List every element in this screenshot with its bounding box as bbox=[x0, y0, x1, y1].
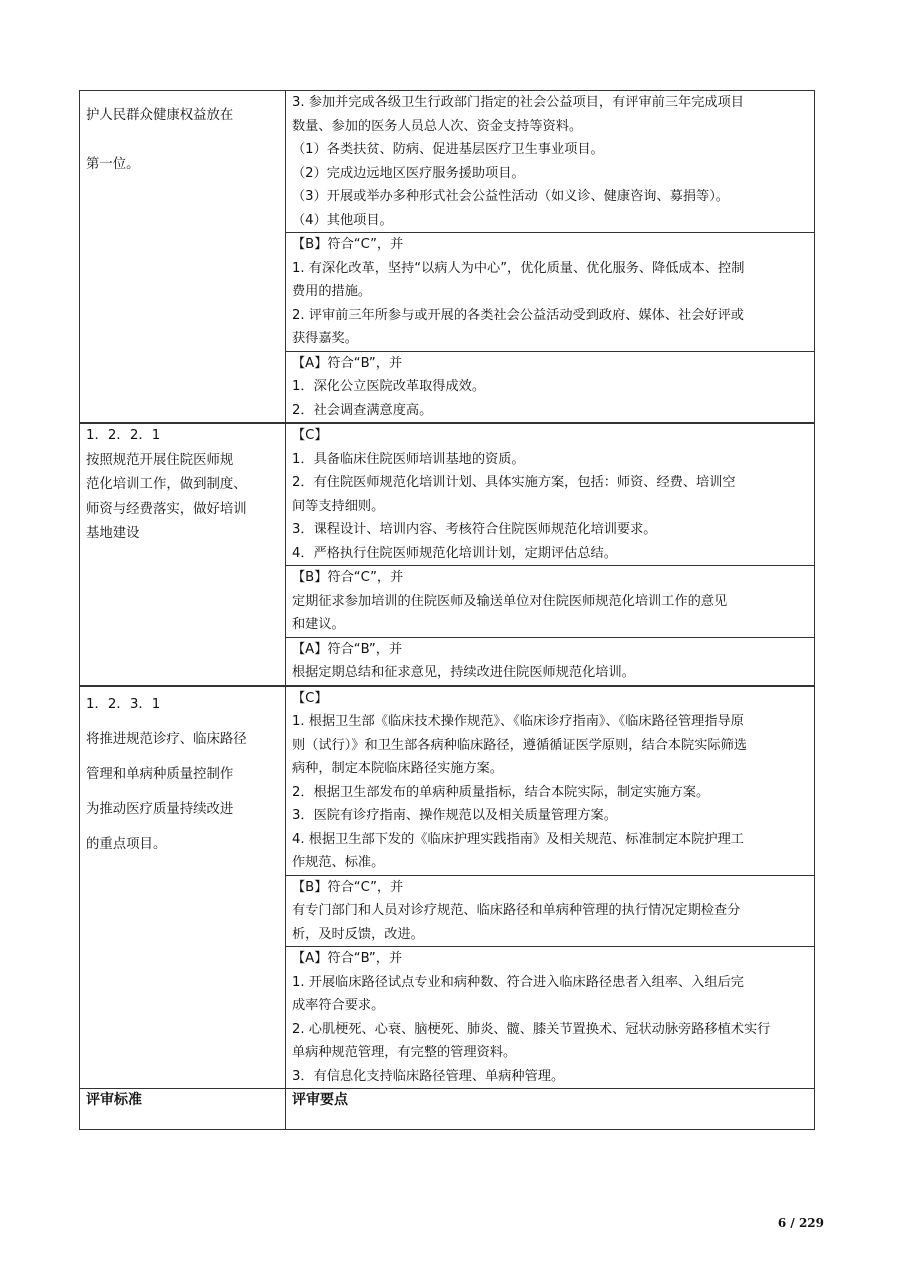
s1-b-line: 【B】符合“C”，并 bbox=[292, 237, 404, 252]
s2-a-line: 根据定期总结和征求意见，持续改进住院医师规范化培训。 bbox=[292, 665, 635, 680]
s3-left-line: 1．2．3．1 bbox=[86, 696, 161, 712]
s3-c-cell bbox=[286, 686, 815, 875]
s1-row-c bbox=[80, 91, 815, 233]
s3-c-line: 则（试行）》和卫生部各病种临床路径，遵循循证医学原则，结合本院实际筛选 bbox=[292, 737, 747, 753]
s2-c-line: 1．具备临床住院医师培训基地的资质。 bbox=[292, 451, 525, 467]
s1-c-line: （3）开展或举办多种形式社会公益性活动（如义诊、健康咨询、募捐等）。 bbox=[292, 189, 729, 204]
s1-c-line: 3. 参加并完成各级卫生行政部门指定的社会公益项目，有评审前三年完成项目 bbox=[292, 95, 744, 110]
s1-b-cell bbox=[286, 233, 815, 352]
s3-a-cell bbox=[286, 947, 815, 1089]
s3-b-line: 有专门部门和人员对诊疗规范、临床路径和单病种管理的执行情况定期检查分 bbox=[292, 903, 741, 918]
s2-left-line: 按照规范开展住院医师规 bbox=[86, 452, 234, 468]
s3-c-line: 4. 根据卫生部下发的《临床护理实践指南》及相关规范、标准制定本院护理工 bbox=[292, 831, 744, 847]
s3-a-line: 1. 开展临床路径试点专业和病种数、符合进入临床路径患者入组率、入组后完 bbox=[292, 974, 744, 990]
s2-left-line: 范化培训工作，做到制度、 bbox=[86, 477, 247, 492]
s1-b-line: 1. 有深化改革，坚持“以病人为中心”，优化质量、优化服务、降低成本、控制 bbox=[292, 260, 745, 276]
s3-left-line: 将推进规范诊疗、临床路径 bbox=[86, 731, 247, 747]
s3-left-line: 管理和单病种质量控制作 bbox=[86, 766, 234, 782]
s2-c-line: 【C】 bbox=[292, 428, 328, 443]
s2-b-cell bbox=[286, 566, 815, 638]
s2-standard-cell bbox=[80, 424, 286, 686]
s1-c-line: （4）其他项目。 bbox=[292, 212, 393, 228]
s2-b-line: 和建议。 bbox=[292, 617, 345, 632]
s1-c-line: （1）各类扶贫、防病、促进基层医疗卫生事业项目。 bbox=[292, 142, 604, 157]
s3-b-line: 【B】符合“C”，并 bbox=[292, 879, 404, 895]
s2-left-line: 1．2．2．1 bbox=[86, 428, 161, 443]
s3-c-line: 3．医院有诊疗指南、操作规范以及相关质量管理方案。 bbox=[292, 808, 617, 823]
s3-row-c bbox=[80, 686, 815, 875]
s2-row-c bbox=[80, 424, 815, 566]
s3-left-line: 为推动医疗质量持续改进 bbox=[86, 801, 234, 817]
s3-a-line: 【A】符合“B”，并 bbox=[292, 951, 403, 966]
s1-a-line: 【A】符合“B”，并 bbox=[292, 355, 403, 371]
s1-standard-cell bbox=[80, 91, 286, 423]
s1-left-line: 护人民群众健康权益放在 bbox=[86, 108, 234, 123]
page-number: 6 / 229 bbox=[777, 1216, 824, 1230]
s2-left-line: 基地建设 bbox=[86, 526, 140, 541]
s2-c-line: 4．严格执行住院医师规范化培训计划，定期评估总结。 bbox=[292, 545, 617, 561]
s2-c-cell bbox=[286, 424, 815, 566]
s2-a-cell bbox=[286, 637, 815, 685]
s2-a-line: 【A】符合“B”，并 bbox=[292, 641, 403, 657]
s1-left-line: 第一位。 bbox=[86, 157, 140, 172]
s3-a-line: 成率符合要求。 bbox=[292, 998, 385, 1013]
s3-a-line: 3．有信息化支持临床路径管理、单病种管理。 bbox=[292, 1068, 565, 1084]
standards-table bbox=[79, 90, 815, 1130]
column-header-points: 评审要点 bbox=[286, 1089, 815, 1130]
s1-a-line: 2．社会调查满意度高。 bbox=[292, 402, 433, 418]
s2-b-line: 【B】符合“C”，并 bbox=[292, 570, 404, 585]
s3-b-cell bbox=[286, 875, 815, 947]
s3-b-line: 析，及时反馈，改进。 bbox=[292, 926, 424, 942]
s1-c-line: 数量、参加的医务人员总人次、资金支持等资料。 bbox=[292, 118, 583, 134]
s3-c-line: 2．根据卫生部发布的单病种质量指标，结合本院实际，制定实施方案。 bbox=[292, 784, 710, 800]
s2-b-line: 定期征求参加培训的住院医师及输送单位对住院医师规范化培训工作的意见 bbox=[292, 593, 728, 609]
s2-c-line: 3．课程设计、培训内容、考核符合住院医师规范化培训要求。 bbox=[292, 522, 657, 537]
s1-a-line: 1．深化公立医院改革取得成效。 bbox=[292, 379, 486, 394]
s1-a-cell bbox=[286, 351, 815, 423]
s2-c-line: 间等支持细则。 bbox=[292, 498, 385, 514]
s1-b-line: 2. 评审前三年所参与或开展的各类社会公益活动受到政府、媒体、社会好评或 bbox=[292, 307, 744, 323]
s3-standard-cell bbox=[80, 686, 286, 1089]
s3-a-line: 单病种规范管理，有完整的管理资料。 bbox=[292, 1045, 517, 1060]
s1-c-line: （2）完成边远地区医疗服务援助项目。 bbox=[292, 165, 525, 181]
column-header-standard: 评审标准 bbox=[80, 1089, 286, 1130]
s3-c-line: 【C】 bbox=[292, 690, 328, 706]
s2-c-line: 2．有住院医师规范化培训计划、具体实施方案，包括：师资、经费、培训空 bbox=[292, 475, 736, 490]
s1-b-line: 获得嘉奖。 bbox=[292, 331, 358, 346]
s3-c-line: 作规范、标准。 bbox=[292, 855, 385, 870]
s2-left-line: 师资与经费落实，做好培训 bbox=[86, 501, 247, 517]
footer-header-row bbox=[80, 1089, 815, 1130]
s1-c-cell bbox=[286, 91, 815, 233]
s3-left-line: 的重点项目。 bbox=[86, 836, 167, 852]
s1-b-line: 费用的措施。 bbox=[292, 284, 372, 299]
s3-a-line: 2. 心肌梗死、心衰、脑梗死、肺炎、髋、膝关节置换术、冠状动脉旁路移植术实行 bbox=[292, 1021, 771, 1037]
s3-c-line: 1. 根据卫生部《临床技术操作规范》、《临床诊疗指南》、《临床路径管理指导原 bbox=[292, 714, 744, 729]
s3-c-line: 病种，制定本院临床路径实施方案。 bbox=[292, 761, 503, 776]
